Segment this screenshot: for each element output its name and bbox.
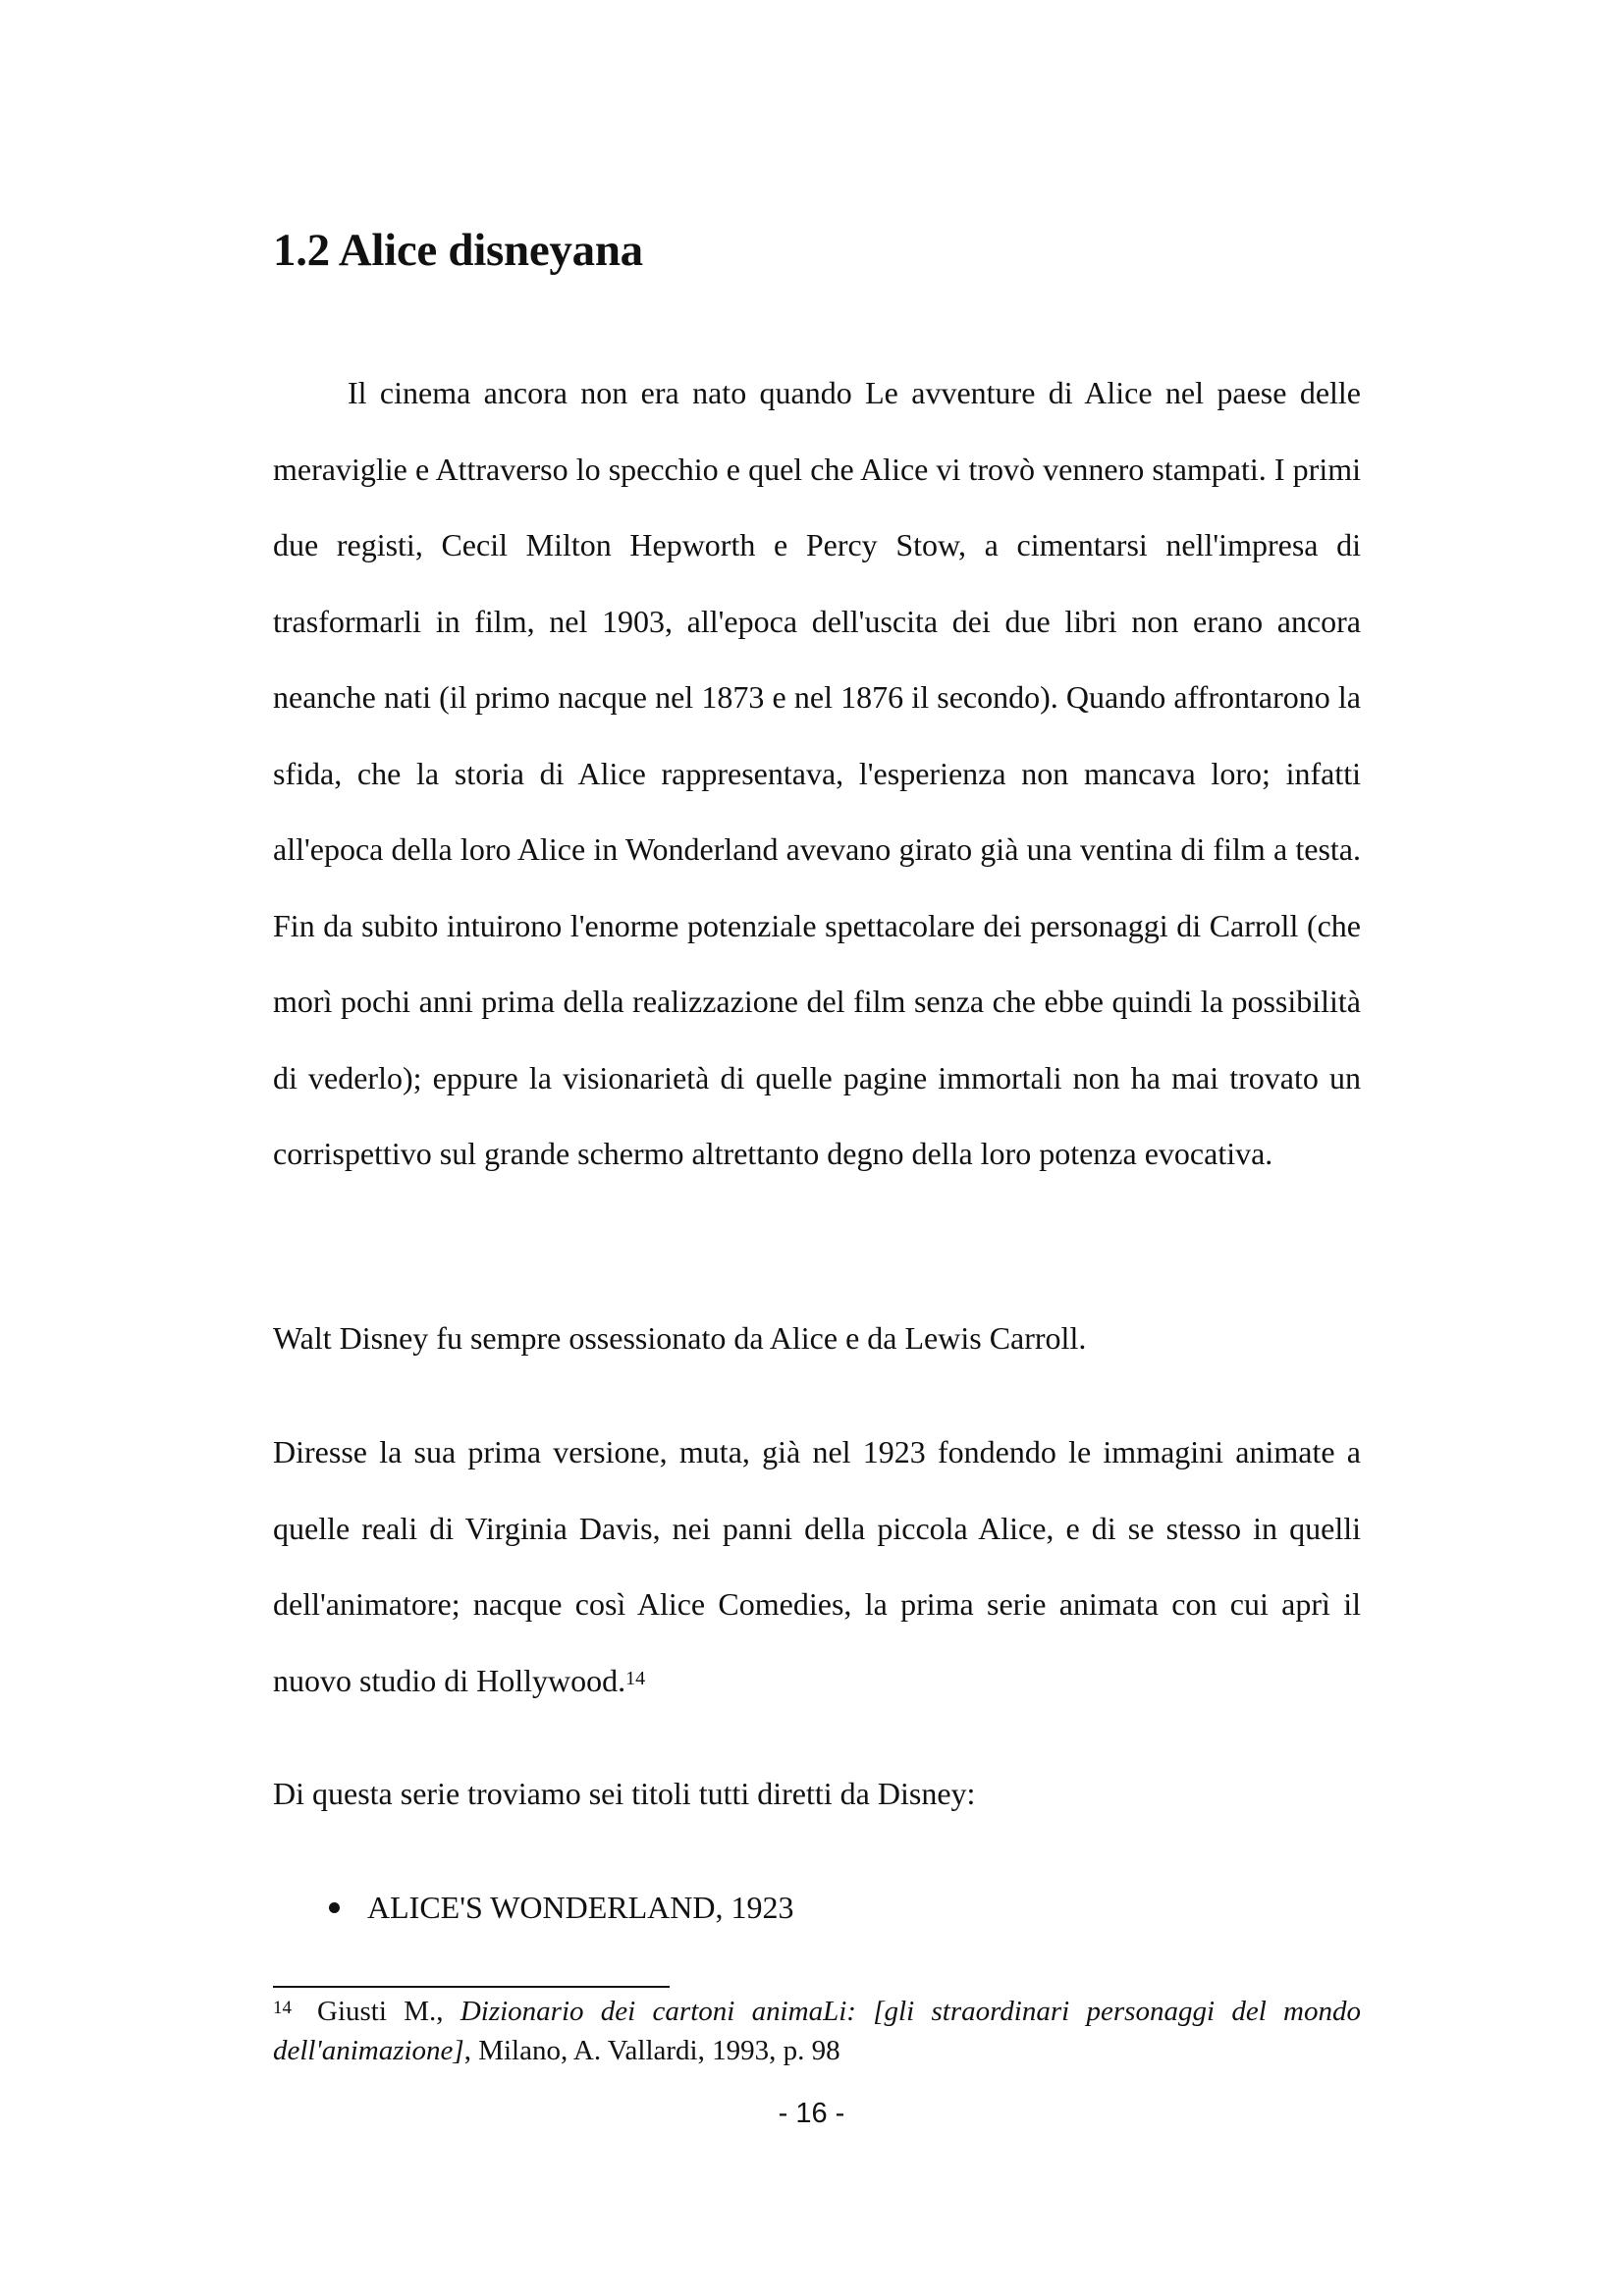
- paragraph-cinema-history: Il cinema ancora non era nato quando Le avventure di Alice nel paese delle meraviglie e Attraverso lo specchio e quel che Alice vi trovò vennero stampati. I primi due registi, Cecil Milton Hepworth e Percy Stow, a cimentarsi nell'impresa di trasformarli in film, nel 1903, all'epoca dell'uscita dei due libri non erano ancora neanche nati (il primo nacque nel 1873 e nel 1876 il secondo). Quando affrontarono la sfida, che la storia di Alice rappresentava, l'esperienza non mancava loro; infatti all'epoca della loro Alice in Wonderland avevano girato già una ventina di film a testa. Fin da subito intuirono l'enorme potenziale spettacolare dei personaggi di Carroll (che morì pochi anni prima della realizzazione del film senza che ebbe quindi la possibilità di vederlo); eppure la visionarietà di quelle pagine immortali non ha mai trovato un corrispettivo sul grande schermo altrettanto degno della loro potenza evocativa.: [273, 375, 1361, 1171]
- list-item-text: ALICE'S WONDERLAND, 1923: [367, 1890, 794, 1925]
- section-heading: 1.2 Alice disneyana: [273, 225, 643, 276]
- page-number: - 16 -: [778, 2098, 845, 2129]
- footnote-author: Giusti M.,: [317, 1996, 444, 2027]
- paragraph-walt-disney: Walt Disney fu sempre ossessionato da Alice e da Lewis Carroll.: [273, 1320, 1087, 1356]
- footnote: [273, 1992, 1361, 2070]
- paragraph-series-titles: Di questa serie troviamo sei titoli tutti diretti da Disney:: [273, 1776, 976, 1811]
- footnote-title: Dizionario dei cartoni animaLi: [gli straordinari personaggi del mondo dell'animazione]: [273, 1996, 1362, 2066]
- footnote-number: 14: [273, 1998, 292, 2018]
- paragraph-alice-comedies: [273, 1415, 1361, 1719]
- footnote-publication: , Milano, A. Vallardi, 1993, p. 98: [463, 2035, 840, 2066]
- footnote-divider: [273, 1986, 670, 1988]
- footnote-reference[interactable]: 14: [625, 1667, 646, 1689]
- bullet-icon: [329, 1902, 340, 1913]
- paragraph-alice-comedies-text: Diresse la sua prima versione, muta, già nel 1923 fondendo le immagini animate a quelle reali di Virginia Davis, nei panni della piccola Alice, e di se stesso in quelli dell'animatore; nacque così Alice Comedies, la prima serie animata con cui aprì il nuovo studio di Hollywood.: [273, 1434, 1361, 1698]
- list-item: [329, 1870, 793, 1947]
